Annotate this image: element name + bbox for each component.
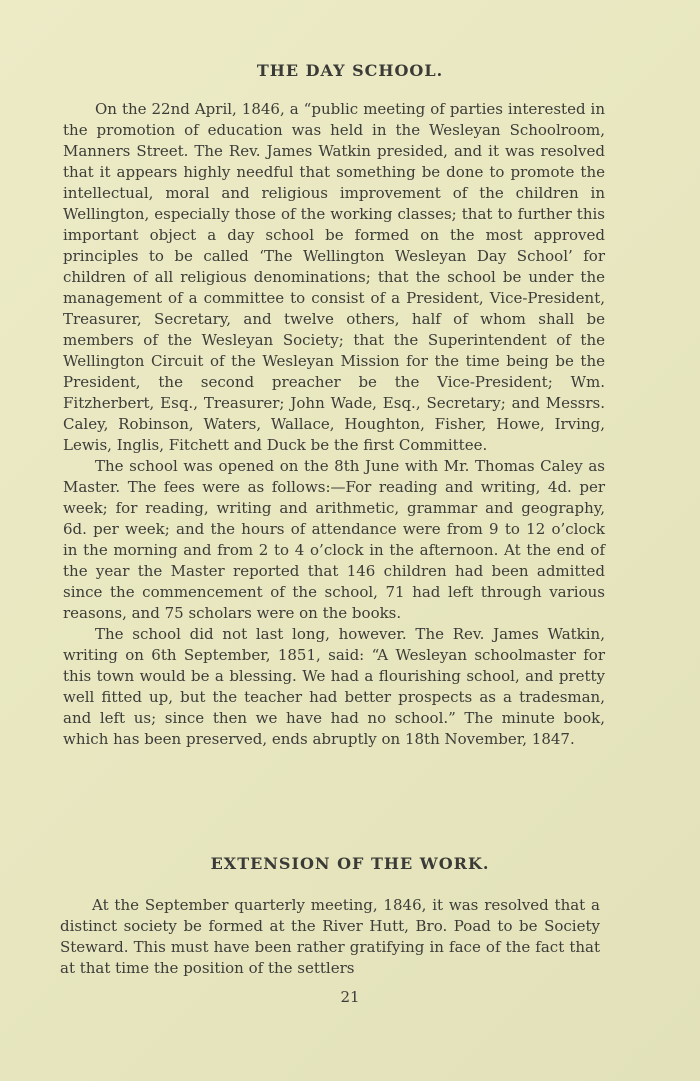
page-number: 21 <box>340 988 360 1006</box>
extension-body <box>60 895 600 979</box>
section-heading-day-school: THE DAY SCHOOL. <box>256 61 444 80</box>
paragraph: The school did not last long, however. The Rev. James Watkin, writing on 6th September, 1851, said: “A Wesleyan schoolmaster for this town would be a blessing. We had a flourishing school, and pretty well fitted up, but the teacher had better prospects as a tradesman, and left us; since then we have had no school.” The minute book, which has been preserved, ends abruptly on 18th November, 1847. <box>63 625 605 748</box>
day-school-body <box>63 99 605 750</box>
paragraph: At the September quarterly meeting, 1846, it was resolved that a distinct society be formed at the River Hutt, Bro. Poad to be Society Steward. This must have been rather gratifying in face of the fact that at that time the position of the settlers <box>60 896 600 977</box>
paragraph: On the 22nd April, 1846, a “public meeting of parties interested in the promotion of education was held in the Wesleyan Schoolroom, Manners Street. The Rev. James Watkin presided, and it was resolved that it appears highly needful that something be done to promote the intellectual, moral and religious improvement of the children in Wellington, especially those of the working classes; that to further this important object a day school be formed on the most approved principles to be called ‘The Wellington Wesleyan Day School’ for children of all religious denominations; that the school be under the management of a committee to consist of a President, Vice-President, Treasurer, Secretary, and twelve others, half of whom shall be members of the Wesleyan Society; that the Superintendent of the Wellington Circuit of the Wesleyan Mission for the time being be the President, the second preacher be the Vice-President; Wm. Fitzherbert, Esq., Treasurer; John Wade, Esq., Secretary; and Messrs. Caley, Robinson, Waters, Wallace, Houghton, Fisher, Howe, Irving, Lewis, Inglis, Fitchett and Duck be the first Committee. <box>63 100 605 454</box>
paragraph: The school was opened on the 8th June with Mr. Thomas Caley as Master. The fees were as follows:—For reading and writing, 4d. per week; for reading, writing and arithmetic, grammar and geography, 6d. per week; and the hours of attendance were from 9 to 12 o’clock in the morning and from 2 to 4 o’clock in the afternoon. At the end of the year the Master reported that 146 children had been admitted since the commencement of the school, 71 had left through various reasons, and 75 scholars were on the books. <box>63 457 605 622</box>
section-heading-extension: EXTENSION OF THE WORK. <box>210 854 490 873</box>
